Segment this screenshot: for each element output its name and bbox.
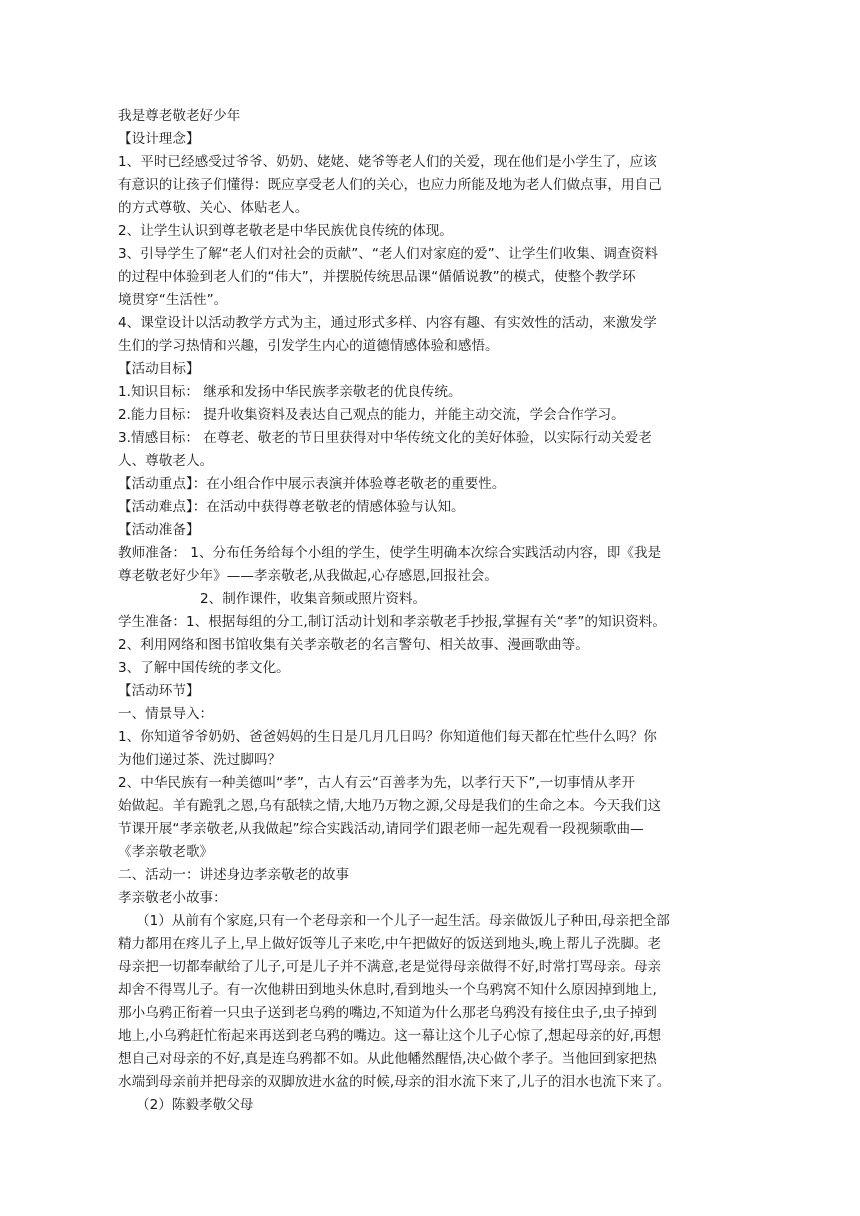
- text-line: 2、制作课件，收集音频或照片资料。: [200, 591, 427, 607]
- text-line: 教师准备： 1、分布任务给每个小组的学生，使学生明确本次综合实践活动内容，即《我是: [118, 545, 662, 561]
- text-line: 生们的学习热情和兴趣，引发学生内心的道德情感体验和感悟。: [118, 338, 499, 354]
- text-line: 水端到母亲前并把母亲的双脚放进水盆的时候,母亲的泪水流下来了,儿子的泪水也流下来了。: [118, 1074, 671, 1090]
- text-line: 母亲把一切都奉献给了儿子,可是儿子并不满意,老是觉得母亲做得不好,时常打骂母亲。母亲: [118, 959, 662, 975]
- text-line: 的方式尊敬、关心、体贴老人。: [118, 200, 309, 216]
- text-line: 却舍不得骂儿子。有一次他耕田到地头休息时,看到地头一个乌鸦窝不知什么原因掉到地上,: [118, 982, 657, 998]
- text-line: 精力都用在疼儿子上,早上做好饭等儿子来吃,中午把做好的饭送到地头,晚上帮儿子洗脚。老: [118, 936, 662, 952]
- text-line: 3、了解中国传统的孝文化。: [118, 660, 290, 676]
- text-line: 《孝亲敬老歌》: [118, 844, 214, 860]
- text-line: 的过程中体验到老人们的“伟大”，并摆脱传统思品课“偱偱说教”的模式，使整个教学环: [118, 269, 636, 285]
- text-line: 1、平时已经感受过爷爷、奶奶、姥姥、姥爷等老人们的关爱，现在他们是小学生了，应该: [118, 154, 657, 170]
- section-heading-steps: 【活动环节】: [118, 683, 200, 699]
- text-line: 一、情景导入：: [118, 706, 214, 722]
- text-line: 3.情感目标： 在尊老、敬老的节日里获得对中华传统文化的美好体验，以实际行动关爱老: [118, 430, 652, 446]
- section-heading-goals: 【活动目标】: [118, 361, 200, 377]
- text-line: 有意识的让孩子们懂得：既应享受老人们的关心，也应力所能及地为老人们做点事，用自己: [118, 177, 662, 193]
- text-line: 2、利用网络和图书馆收集有关孝亲敬老的名言警句、相关故事、漫画歌曲等。: [118, 637, 589, 653]
- text-line: 想自己对母亲的不好,真是连乌鸦都不如。从此他幡然醒悟,决心做个孝子。当他回到家把热: [118, 1051, 657, 1067]
- text-line: 2、中华民族有一种美德叫“孝”，古人有云“百善孝为先，以孝行天下”,一切事情从孝开: [118, 775, 635, 791]
- text-line: 那小乌鸦正衔着一只虫子送到老乌鸦的嘴边,不知道为什么那老乌鸦没有接住虫子,虫子掉到: [118, 1005, 657, 1021]
- text-line: 2、让学生认识到尊老敬老是中华民族优良传统的体现。: [118, 223, 453, 239]
- text-line: 学生准备：1、根据每组的分工,制订活动计划和孝亲敬老手抄报,掌握有关“孝”的知识资料。: [118, 614, 666, 630]
- text-line: 孝亲敬老小故事：: [118, 890, 227, 906]
- text-line: 境贯穿“生活性”。: [118, 292, 228, 308]
- section-heading-design: 【设计理念】: [118, 131, 200, 147]
- text-line: 尊老敬老好少年》——孝亲敬老,从我做起,心存感恩,回报社会。: [118, 568, 498, 584]
- text-line: 人、尊敬老人。: [118, 453, 214, 469]
- text-line: 2.能力目标： 提升收集资料及表达自己观点的能力，并能主动交流，学会合作学习。: [118, 407, 625, 423]
- text-line: 4、课堂设计以活动教学方式为主，通过形式多样、内容有趣、有实效性的活动，来激发学: [118, 315, 657, 331]
- text-line: 【活动重点】：在小组合作中展示表演并体验尊老敬老的重要性。: [118, 476, 506, 492]
- text-line: （1）从前有个家庭,只有一个老母亲和一个儿子一起生活。母亲做饭儿子种田,母亲把全部: [136, 913, 670, 929]
- text-line: 节课开展“孝亲敬老,从我做起”综合实践活动,请同学们跟老师一起先观看一段视频歌曲—: [118, 821, 644, 837]
- text-line: 为他们递过茶、洗过脚吗？: [118, 752, 282, 768]
- section-heading-preparation: 【活动准备】: [118, 522, 200, 538]
- text-line: 始做起。羊有跪乳之恩,乌有舐犊之情,大地乃万物之源,父母是我们的生命之本。今天我们这: [118, 798, 662, 814]
- text-line: 二、活动一：讲述身边孝亲敬老的故事: [118, 867, 350, 883]
- text-line: 地上,小乌鸦赶忙衔起来再送到老乌鸦的嘴边。这一幕让这个儿子心惊了,想起母亲的好,再想: [118, 1028, 662, 1044]
- text-line: 1、你知道爷爷奶奶、爸爸妈妈的生日是几月几日吗？你知道他们每天都在忙些什么吗？你: [118, 729, 657, 745]
- text-line: 1.知识目标： 继承和发扬中华民族孝亲敬老的优良传统。: [118, 384, 462, 400]
- doc-title: 我是尊老敬老好少年: [118, 108, 241, 124]
- text-line: （2）陈毅孝敬父母: [136, 1097, 254, 1113]
- text-line: 【活动难点】：在活动中获得尊老敬老的情感体验与认知。: [118, 499, 465, 515]
- text-line: 3、引导学生了解“老人们对社会的贡献”、“老人们对家庭的爱”、让学生们收集、调查资料: [118, 246, 658, 262]
